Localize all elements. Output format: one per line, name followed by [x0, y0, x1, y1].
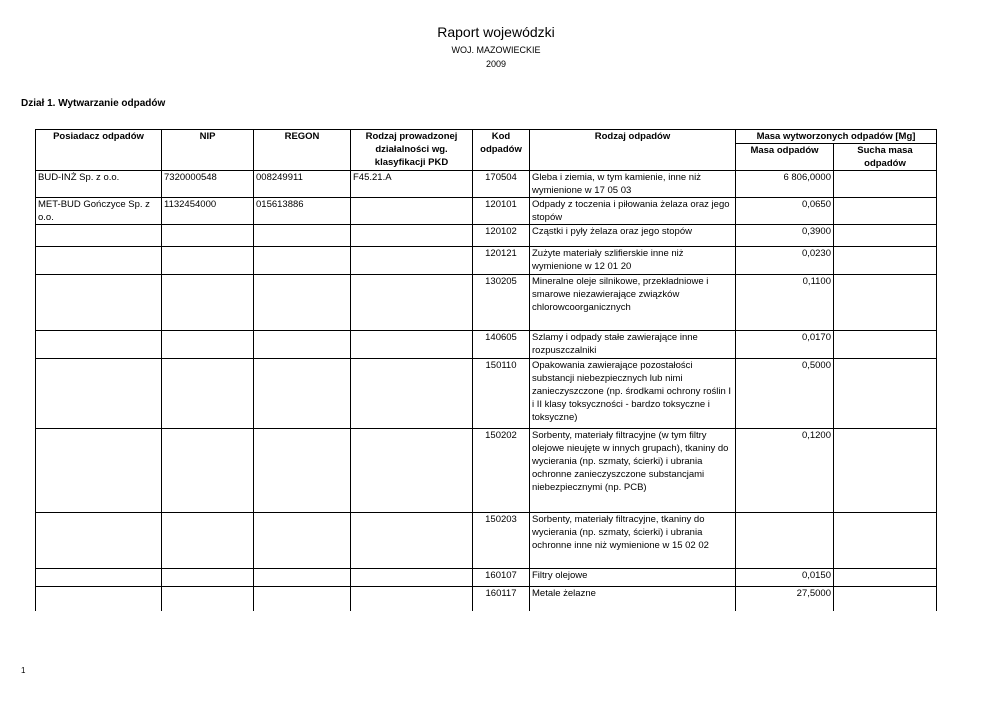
table-row: [36, 429, 937, 513]
cell-code: 150202: [473, 429, 530, 513]
page-number: 1: [21, 666, 26, 675]
table-row: [36, 359, 937, 429]
cell-owner: [36, 587, 162, 611]
cell-pkd: [351, 331, 473, 359]
cell-owner: [36, 513, 162, 569]
section-title: Dział 1. Wytwarzanie odpadów: [21, 98, 166, 109]
cell-pkd: [351, 587, 473, 611]
cell-nip: [162, 569, 254, 587]
cell-pkd: [351, 275, 473, 331]
cell-regon: [254, 275, 351, 331]
header-owner: Posiadacz odpadów: [36, 130, 162, 171]
report-title: Raport wojewódzki: [437, 24, 555, 40]
cell-waste-type: Metale żelazne: [530, 587, 736, 611]
cell-nip: [162, 359, 254, 429]
cell-regon: 008249911: [254, 171, 351, 198]
table-row: [36, 247, 937, 275]
cell-code: 120121: [473, 247, 530, 275]
cell-owner: MET-BUD Gończyce Sp. z o.o.: [36, 198, 162, 225]
cell-nip: 7320000548: [162, 171, 254, 198]
cell-pkd: F45.21.A: [351, 171, 473, 198]
cell-regon: 015613886: [254, 198, 351, 225]
cell-mass: 0,3900: [736, 225, 834, 247]
cell-waste-type: Sorbenty, materiały filtracyjne, tkaniny do wycierania (np. szmaty, ścierki) i ubrania ochronne inne niż wymienione w 15 02 02: [530, 513, 736, 569]
cell-nip: 1132454000: [162, 198, 254, 225]
cell-pkd: [351, 569, 473, 587]
cell-mass: 0,0170: [736, 331, 834, 359]
cell-pkd: [351, 359, 473, 429]
cell-pkd: [351, 198, 473, 225]
cell-mass: 0,1100: [736, 275, 834, 331]
report-year: 2009: [485, 59, 507, 69]
cell-code: 150110: [473, 359, 530, 429]
cell-code: 170504: [473, 171, 530, 198]
cell-dry-mass: [834, 587, 937, 611]
cell-owner: [36, 429, 162, 513]
waste-table: [35, 129, 937, 611]
cell-mass: 0,0150: [736, 569, 834, 587]
cell-pkd: [351, 513, 473, 569]
cell-code: 150203: [473, 513, 530, 569]
cell-code: 130205: [473, 275, 530, 331]
cell-waste-type: Opakowania zawierające pozostałości substancji niebezpiecznych lub nimi zanieczyszczone (np. środkami ochrony roślin I i II klasy toksyczności - bardzo toksyczne i toksyczne): [530, 359, 736, 429]
header-nip: NIP: [162, 130, 254, 171]
table-row: [36, 171, 937, 198]
table-row: [36, 275, 937, 331]
cell-owner: [36, 331, 162, 359]
cell-code: 160107: [473, 569, 530, 587]
header-regon: REGON: [254, 130, 351, 171]
table-row: [36, 225, 937, 247]
cell-owner: [36, 569, 162, 587]
cell-regon: [254, 359, 351, 429]
cell-code: 140605: [473, 331, 530, 359]
cell-regon: [254, 587, 351, 611]
cell-mass: 0,0230: [736, 247, 834, 275]
cell-nip: [162, 331, 254, 359]
table-row: [36, 198, 937, 225]
header-mass: Masa odpadów: [736, 144, 834, 171]
header-dry-mass: Sucha masa odpadów: [834, 144, 937, 171]
cell-code: 160117: [473, 587, 530, 611]
table-row: [36, 587, 937, 611]
cell-dry-mass: [834, 225, 937, 247]
voivodeship-label: WOJ. MAZOWIECKIE: [451, 45, 541, 55]
cell-dry-mass: [834, 331, 937, 359]
cell-nip: [162, 247, 254, 275]
header-waste-type: Rodzaj odpadów: [530, 130, 736, 171]
cell-owner: BUD-INŻ Sp. z o.o.: [36, 171, 162, 198]
cell-waste-type: Mineralne oleje silnikowe, przekładniowe i smarowe niezawierające związków chlorowcoorganicznych: [530, 275, 736, 331]
cell-regon: [254, 331, 351, 359]
cell-code: 120102: [473, 225, 530, 247]
cell-regon: [254, 247, 351, 275]
cell-mass: [736, 513, 834, 569]
cell-owner: [36, 225, 162, 247]
cell-mass: 27,5000: [736, 587, 834, 611]
cell-nip: [162, 587, 254, 611]
cell-mass: 6 806,0000: [736, 171, 834, 198]
header-mass-group: Masa wytworzonych odpadów [Mg]: [736, 130, 937, 144]
cell-dry-mass: [834, 198, 937, 225]
cell-nip: [162, 275, 254, 331]
cell-dry-mass: [834, 429, 937, 513]
cell-regon: [254, 225, 351, 247]
header-pkd: Rodzaj prowadzonej działalności wg. klasyfikacji PKD: [351, 130, 473, 171]
cell-regon: [254, 429, 351, 513]
cell-mass: 0,1200: [736, 429, 834, 513]
cell-regon: [254, 513, 351, 569]
cell-dry-mass: [834, 247, 937, 275]
cell-nip: [162, 225, 254, 247]
header-code: Kod odpadów: [473, 130, 530, 171]
cell-waste-type: Zużyte materiały szlifierskie inne niż wymienione w 12 01 20: [530, 247, 736, 275]
table-row: [36, 569, 937, 587]
table-row: [36, 513, 937, 569]
cell-dry-mass: [834, 569, 937, 587]
cell-waste-type: Cząstki i pyły żelaza oraz jego stopów: [530, 225, 736, 247]
table-row: [36, 331, 937, 359]
cell-dry-mass: [834, 171, 937, 198]
cell-waste-type: Filtry olejowe: [530, 569, 736, 587]
cell-owner: [36, 275, 162, 331]
cell-waste-type: Sorbenty, materiały filtracyjne (w tym filtry olejowe nieujęte w innych grupach), tkaniny do wycierania (np. szmaty, ścierki) i ubrania ochronne zanieczyszczone substancjami niebezpiecznymi (np. PCB): [530, 429, 736, 513]
cell-regon: [254, 569, 351, 587]
cell-owner: [36, 359, 162, 429]
cell-mass: 0,0650: [736, 198, 834, 225]
cell-waste-type: Szlamy i odpady stałe zawierające inne rozpuszczalniki: [530, 331, 736, 359]
cell-owner: [36, 247, 162, 275]
cell-code: 120101: [473, 198, 530, 225]
cell-waste-type: Odpady z toczenia i piłowania żelaza oraz jego stopów: [530, 198, 736, 225]
cell-dry-mass: [834, 513, 937, 569]
cell-dry-mass: [834, 275, 937, 331]
cell-nip: [162, 429, 254, 513]
cell-dry-mass: [834, 359, 937, 429]
cell-waste-type: Gleba i ziemia, w tym kamienie, inne niż wymienione w 17 05 03: [530, 171, 736, 198]
cell-pkd: [351, 429, 473, 513]
cell-nip: [162, 513, 254, 569]
cell-pkd: [351, 247, 473, 275]
cell-pkd: [351, 225, 473, 247]
cell-mass: 0,5000: [736, 359, 834, 429]
